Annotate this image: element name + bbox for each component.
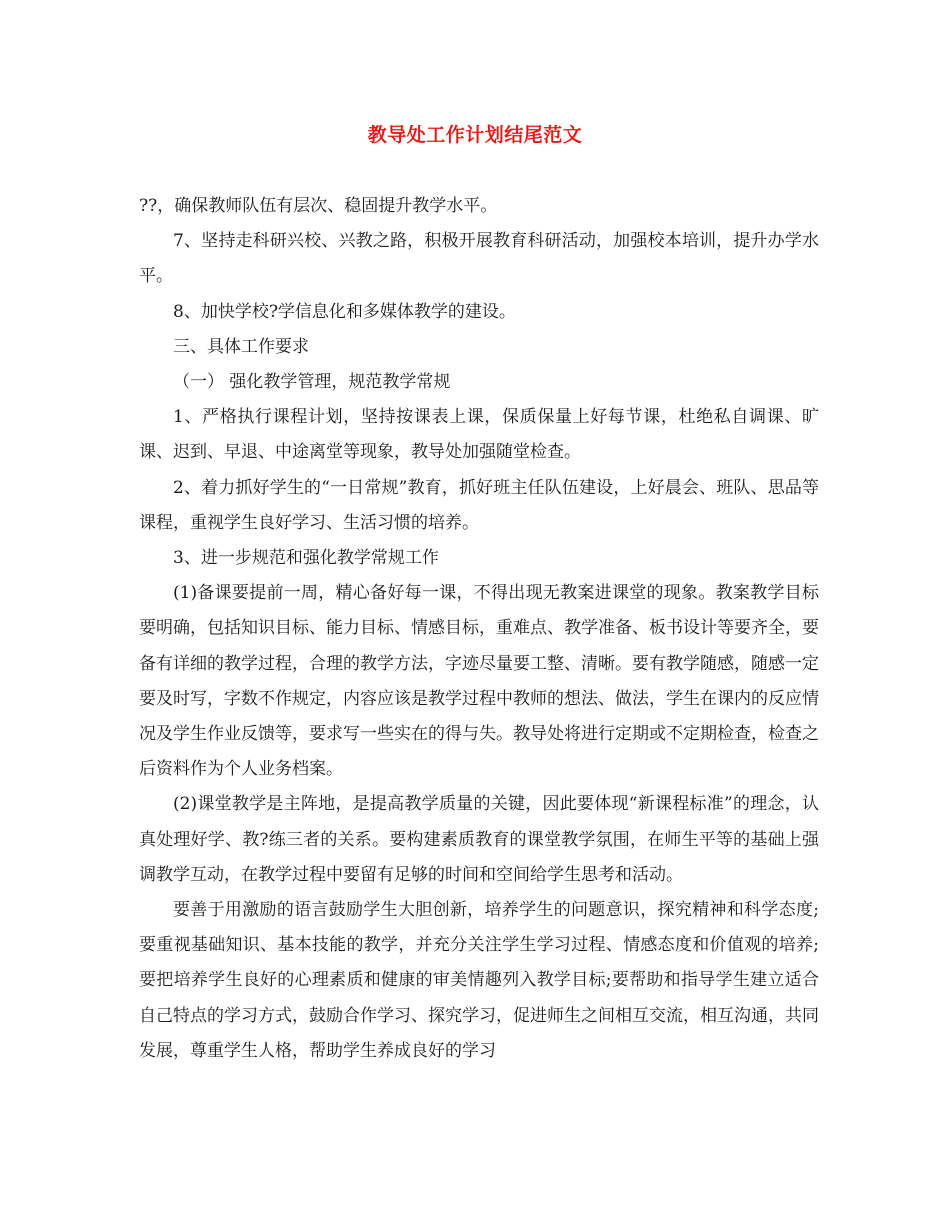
body-paragraph: 8、加快学校?学信息化和多媒体教学的建设。 (173, 301, 516, 322)
body-paragraph: (2)课堂教学是主阵地，是提高教学质量的关键，因此要体现“新课程标准”的理念，认真处理好学、教?练三者的关系。要构建素质教育的课堂教学氛围，在师生平等的基础上强调教学互动，在教学过程中要留有足够的时间和空间给学生思考和活动。 (139, 794, 819, 885)
body-paragraph: 要善于用激励的语言鼓励学生大胆创新，培养学生的问题意识，探究精神和科学态度;要重视基础知识、基本技能的教学，并充分关注学生学习过程、情感态度和价值观的培养;要把培养学生良好的心理素质和健康的审美情趣列入教学目标;要帮助和指导学生建立适合自己特点的学习方式，鼓励合作学习、探究学习，促进师生之间相互交流，相互沟通，共同发展，尊重学生人格，帮助学生养成良好的学习 (139, 900, 819, 1061)
body-paragraph: (1)备课要提前一周，精心备好每一课，不得出现无教案进课堂的现象。教案教学目标要明确，包括知识目标、能力目标、情感目标，重难点、教学准备、板书设计等要齐全，要备有详细的教学过程，合理的教学方法，字迹尽量要工整、清晰。要有教学随感，随感一定要及时写，字数不作规定，内容应该是教学过程中教师的想法、做法，学生在课内的反应情况及学生作业反馈等，要求写一些实在的得与失。教导处将进行定期或不定期检查，检查之后资料作为个人业务档案。 (139, 583, 819, 780)
body-paragraph: 2、着力抓好学生的“一日常规”教育，抓好班主任队伍建设，上好晨会、班队、思品等课程，重视学生良好学习、生活习惯的培养。 (139, 477, 819, 533)
body-paragraph: 1、严格执行课程计划，坚持按课表上课，保质保量上好每节课，杜绝私自调课、旷课、迟到、早退、中途离堂等现象，教导处加强随堂检查。 (139, 407, 819, 463)
document-title: 教导处工作计划结尾范文 (367, 124, 583, 146)
body-paragraph: 7、坚持走科研兴校、兴教之路，积极开展教育科研活动，加强校本培训，提升办学水平。 (139, 231, 819, 287)
document-body (139, 189, 819, 1069)
body-paragraph: ??，确保教师队伍有层次、稳固提升教学水平。 (139, 196, 498, 216)
body-paragraph: 三、具体工作要求 (173, 336, 309, 357)
body-paragraph: 3、进一步规范和强化教学常规工作 (173, 548, 439, 569)
body-paragraph: （一） 强化教学管理，规范教学常规 (173, 372, 451, 393)
